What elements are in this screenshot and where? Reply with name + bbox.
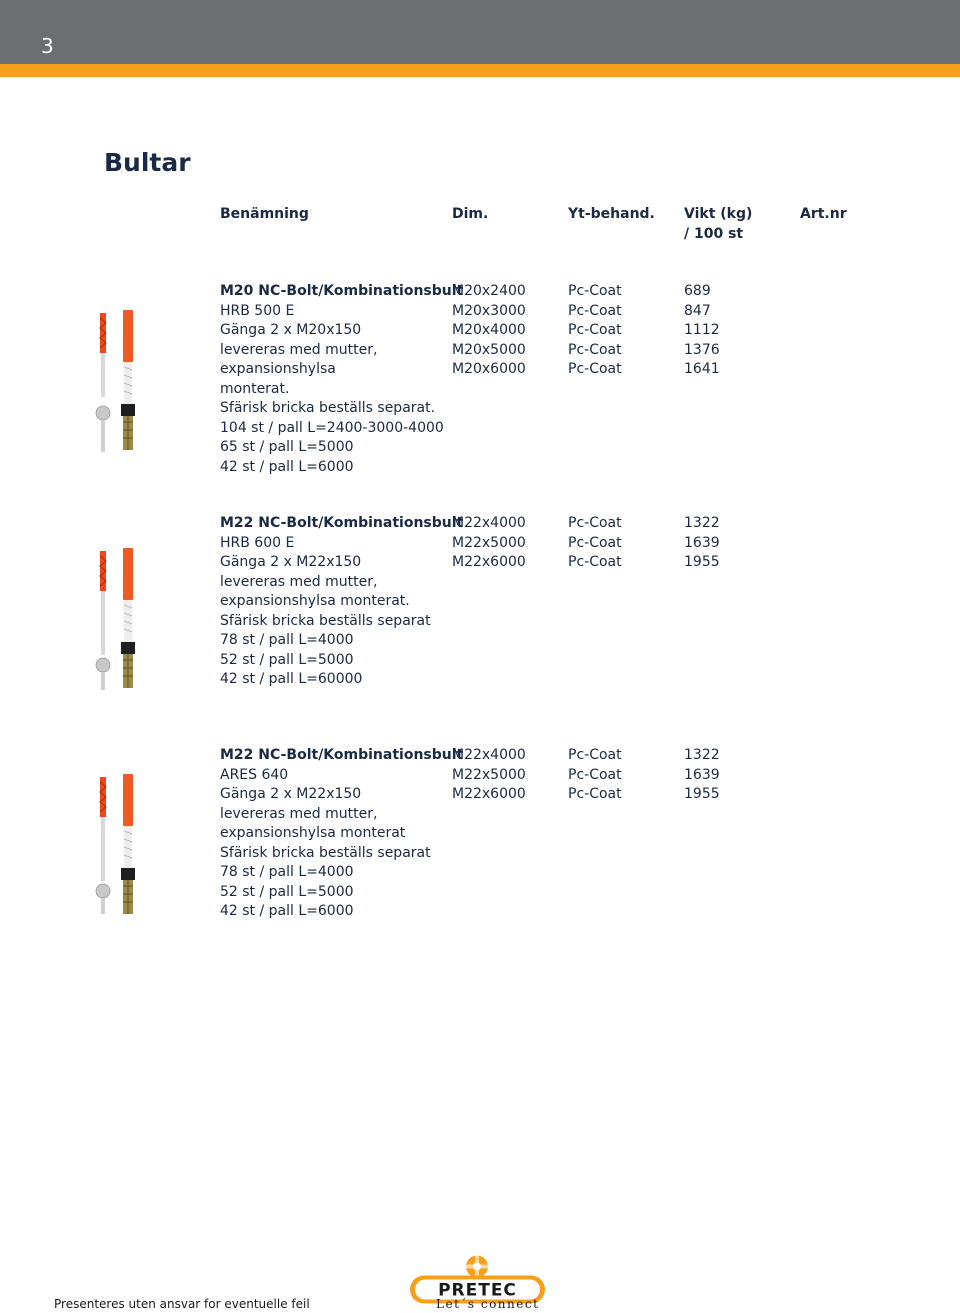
description-line: expansionshylsa monterat — [220, 825, 406, 841]
accent-stripe — [0, 64, 960, 77]
description-line: HRB 500 E — [220, 302, 295, 319]
col-header-weight-line2: / 100 st — [684, 225, 744, 242]
description-line: levereras med mutter, — [220, 341, 378, 358]
weight-column — [684, 514, 720, 573]
dim-cell: M22x4000 — [452, 747, 526, 763]
weight-cell: 1955 — [684, 554, 720, 570]
col-header-name: Benämning — [220, 206, 309, 222]
weight-column — [684, 282, 720, 380]
dim-column — [452, 514, 526, 573]
footer-disclaimer: Presenteres uten ansvar for eventuelle feil — [54, 1297, 310, 1311]
description-line: levereras med mutter, — [220, 805, 378, 822]
description-line: 52 st / pall L=5000 — [220, 651, 354, 668]
dim-cell: M20x5000 — [452, 341, 526, 358]
logo-text: PRETEC — [438, 1280, 517, 1301]
weight-cell: 689 — [684, 283, 711, 299]
weight-column — [684, 746, 720, 805]
surface-cell: Pc-Coat — [568, 341, 622, 358]
surface-cell: Pc-Coat — [568, 786, 622, 802]
col-header-weight — [684, 205, 752, 244]
weight-cell: 1322 — [684, 515, 720, 531]
page-title: Bultar — [104, 148, 191, 177]
dim-cell: M22x4000 — [452, 515, 526, 531]
weight-cell: 1376 — [684, 341, 720, 358]
col-header-weight-line1: Vikt (kg) — [684, 206, 753, 222]
dim-cell: M22x5000 — [452, 766, 526, 783]
product-description — [220, 514, 463, 690]
description-line: Sfärisk bricka beställs separat. — [220, 400, 436, 416]
product-name: M22 NC-Bolt/Kombinationsbult — [220, 515, 464, 531]
tagline: Let´s connect — [436, 1297, 540, 1311]
description-line: expansionshylsa monterat. — [220, 593, 410, 609]
product-description — [220, 746, 463, 922]
description-line: 42 st / pall L=6000 — [220, 903, 354, 919]
description-line: Gänga 2 x M22x150 — [220, 554, 362, 570]
surface-cell: Pc-Coat — [568, 322, 622, 338]
description-line: ARES 640 — [220, 766, 289, 783]
product-description — [220, 282, 463, 477]
description-line: Sfärisk bricka beställs separat — [220, 844, 431, 861]
description-line: Gänga 2 x M20x150 — [220, 322, 362, 338]
surface-column — [568, 282, 622, 380]
dim-column — [452, 282, 526, 380]
surface-column — [568, 514, 622, 573]
dim-cell: M20x2400 — [452, 283, 526, 299]
weight-cell: 1641 — [684, 361, 720, 377]
weight-cell: 1955 — [684, 786, 720, 802]
weight-cell: 1639 — [684, 766, 720, 783]
dim-column — [452, 746, 526, 805]
description-line: monterat. — [220, 380, 290, 397]
product-name: M20 NC-Bolt/Kombinationsbult — [220, 283, 464, 299]
surface-cell: Pc-Coat — [568, 283, 622, 299]
dim-cell: M22x6000 — [452, 786, 526, 802]
col-header-dim: Dim. — [452, 206, 489, 222]
description-line: 52 st / pall L=5000 — [220, 883, 354, 900]
description-line: 104 st / pall L=2400-3000-4000 — [220, 419, 444, 436]
col-header-surface: Yt-behand. — [568, 206, 655, 222]
dim-cell: M20x4000 — [452, 322, 526, 338]
weight-cell: 847 — [684, 302, 711, 319]
top-bar — [0, 0, 960, 64]
description-line: HRB 600 E — [220, 534, 295, 551]
surface-cell: Pc-Coat — [568, 534, 622, 551]
product-name: M22 NC-Bolt/Kombinationsbult — [220, 747, 464, 763]
description-line: levereras med mutter, — [220, 573, 378, 590]
surface-column — [568, 746, 622, 805]
dim-cell: M20x6000 — [452, 361, 526, 377]
description-line: 65 st / pall L=5000 — [220, 439, 354, 455]
description-line: Gänga 2 x M22x150 — [220, 786, 362, 802]
description-line: expansionshylsa — [220, 361, 336, 377]
description-line: 78 st / pall L=4000 — [220, 864, 354, 880]
weight-cell: 1112 — [684, 322, 720, 338]
description-line: 78 st / pall L=4000 — [220, 632, 354, 648]
weight-cell: 1322 — [684, 747, 720, 763]
description-line: 42 st / pall L=6000 — [220, 458, 354, 475]
dim-cell: M20x3000 — [452, 302, 526, 319]
surface-cell: Pc-Coat — [568, 766, 622, 783]
surface-cell: Pc-Coat — [568, 554, 622, 570]
dim-cell: M22x5000 — [452, 534, 526, 551]
surface-cell: Pc-Coat — [568, 747, 622, 763]
surface-cell: Pc-Coat — [568, 515, 622, 531]
description-line: 42 st / pall L=60000 — [220, 671, 363, 687]
dim-cell: M22x6000 — [452, 554, 526, 570]
bolt-product-image — [92, 774, 142, 916]
surface-cell: Pc-Coat — [568, 302, 622, 319]
page-number: 3 — [41, 34, 54, 58]
weight-cell: 1639 — [684, 534, 720, 551]
bolt-product-image — [92, 548, 142, 690]
surface-cell: Pc-Coat — [568, 361, 622, 377]
description-line: Sfärisk bricka beställs separat — [220, 612, 431, 629]
bolt-product-image — [92, 310, 142, 452]
col-header-artnr: Art.nr — [800, 206, 847, 222]
